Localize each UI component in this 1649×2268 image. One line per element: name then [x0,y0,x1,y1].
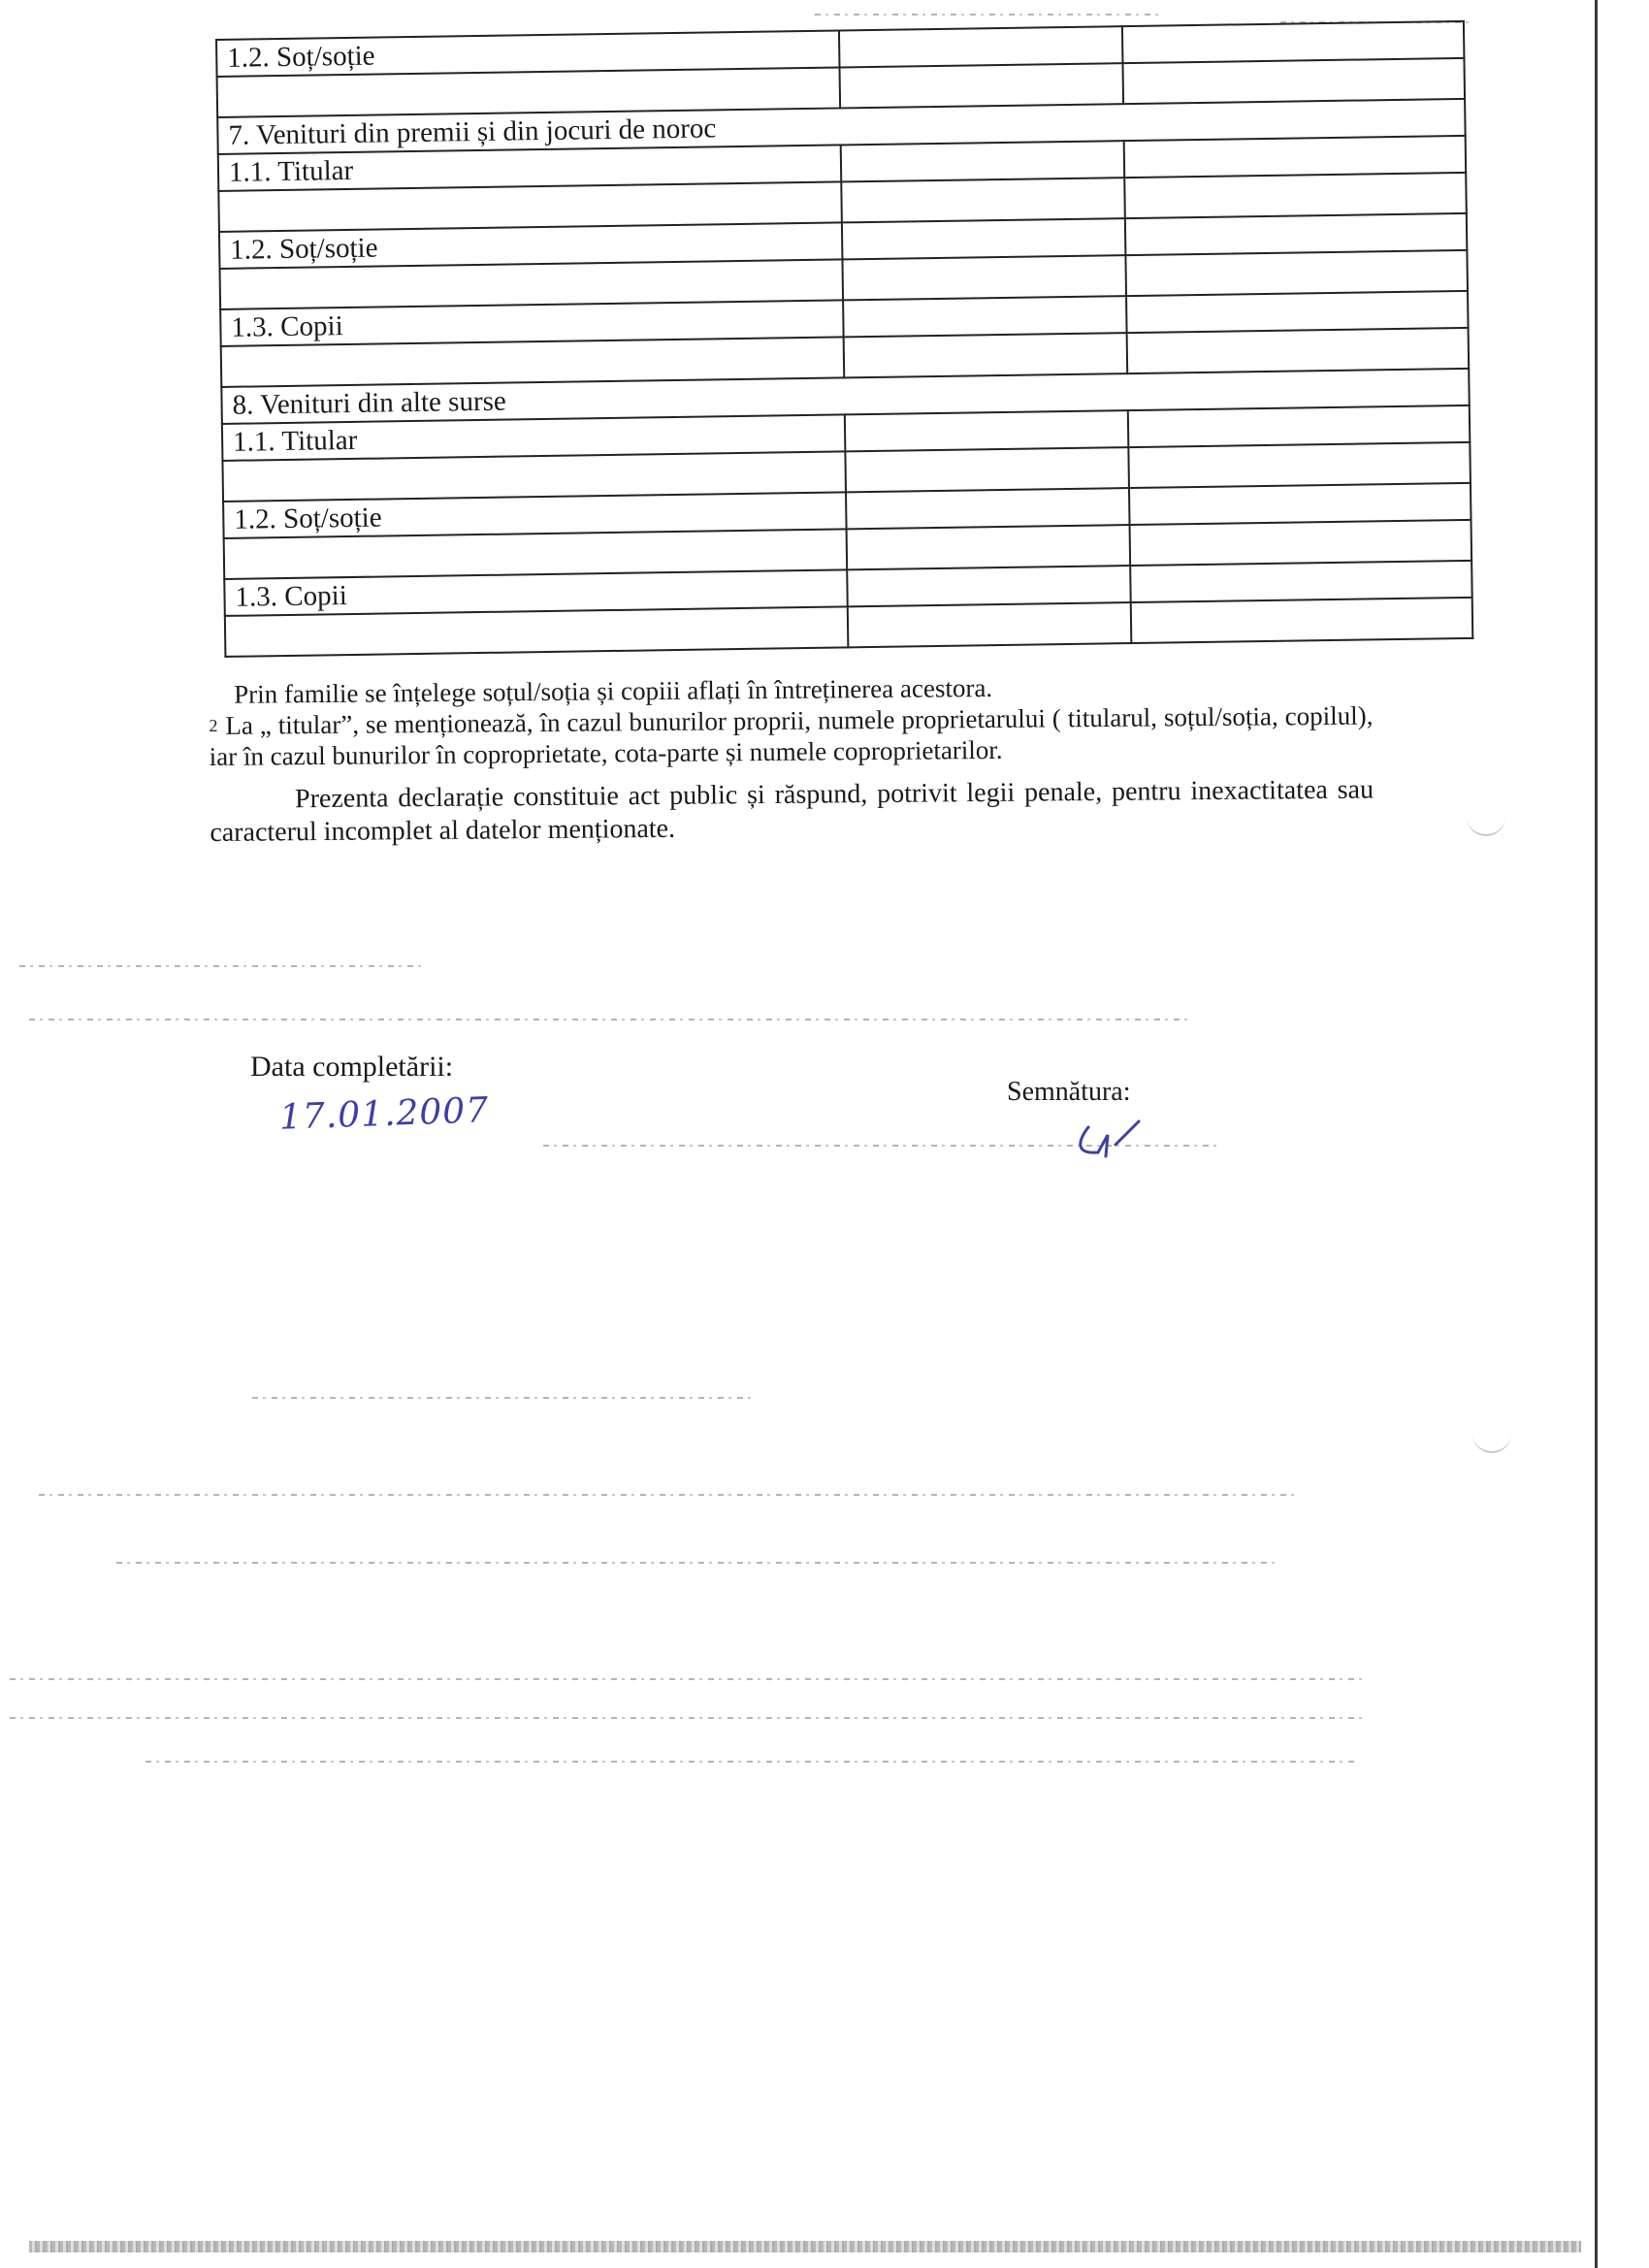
empty-cell [845,410,1129,451]
footnote-2 [209,700,1374,772]
row-label-cell: 1.2. Soț/soție [216,30,839,77]
handwritten-signature [1069,1116,1147,1164]
scan-noise [39,1494,1300,1496]
income-table [215,20,1473,658]
empty-cell [842,218,1126,259]
scan-edge-right [1595,0,1598,2268]
footnotes [209,669,1374,877]
footnote-1: Prin familie se înțelege soțul/soția și copiii aflați în întreținerea acestora. [234,672,993,709]
empty-cell [1131,598,1473,643]
section-heading-cell: 7. Venituri din premii și din jocuri de noroc [217,99,1465,154]
empty-cell [840,63,1124,108]
empty-cell [1124,136,1467,178]
scan-edge-bottom [29,2241,1581,2252]
empty-cell [847,525,1131,569]
empty-cell [846,488,1130,529]
punch-hole-mark [1472,1434,1511,1453]
empty-cell [1126,291,1469,333]
income-table-wrapper [215,20,1444,658]
section-heading-cell: 8. Venituri din alte surse [221,369,1469,424]
scan-noise [29,1019,1193,1021]
footnote-2-text: La „ titular”, se menționează, în cazul bunurilor proprii, numele proprietarului ( titularul, soțul/soția, copilul), iar în cazul bunurilor în coproprietate, cota-parte și numele coproprietarilor. [209,700,1374,771]
row-label-cell: 1.1. Titular [218,145,841,191]
empty-cell [1125,250,1468,296]
empty-cell [1124,173,1467,218]
date-label: Data completării: [250,1051,454,1083]
empty-cell [1127,328,1470,373]
scan-noise [252,1397,757,1399]
empty-cell [844,333,1128,377]
empty-cell [1130,520,1472,566]
scan-noise [10,1678,1368,1680]
empty-cell [225,606,849,657]
date-value-handwritten: 17.01.2007 [278,1090,490,1138]
row-label-cell: 1.1. Titular [222,414,845,461]
empty-cell [839,26,1123,67]
signature-label: Semnătura: [1007,1077,1131,1107]
empty-cell [848,602,1132,647]
empty-cell [1128,405,1471,447]
scan-noise [146,1761,1358,1763]
empty-cell [1128,442,1471,488]
empty-cell [845,447,1129,492]
punch-hole-mark [1467,817,1505,836]
scan-noise [10,1717,1368,1719]
row-label-cell: 1.3. Copii [224,569,847,616]
empty-cell [847,566,1131,606]
row-label-cell: 1.3. Copii [220,300,843,346]
scan-noise [815,14,1164,16]
row-label-cell: 1.2. Soț/soție [219,222,842,269]
empty-cell [1125,213,1468,255]
empty-cell [1130,561,1472,602]
empty-cell [843,296,1127,337]
empty-cell [1129,483,1471,525]
declaration-text: Prezenta declarație constituie act public și răspund, potrivit legii penale, pentru inexactitatea sau caracterul incomplet al datelor menționate. [210,774,1374,848]
empty-cell [842,255,1126,300]
footnote-2-mark: 2 [209,715,218,735]
scan-noise [116,1562,1280,1564]
empty-cell [841,178,1125,222]
scan-noise [19,965,427,967]
row-label-cell: 1.2. Soț/soție [223,492,846,538]
empty-cell [841,141,1125,181]
empty-cell [1122,58,1465,104]
empty-cell [1122,21,1465,63]
